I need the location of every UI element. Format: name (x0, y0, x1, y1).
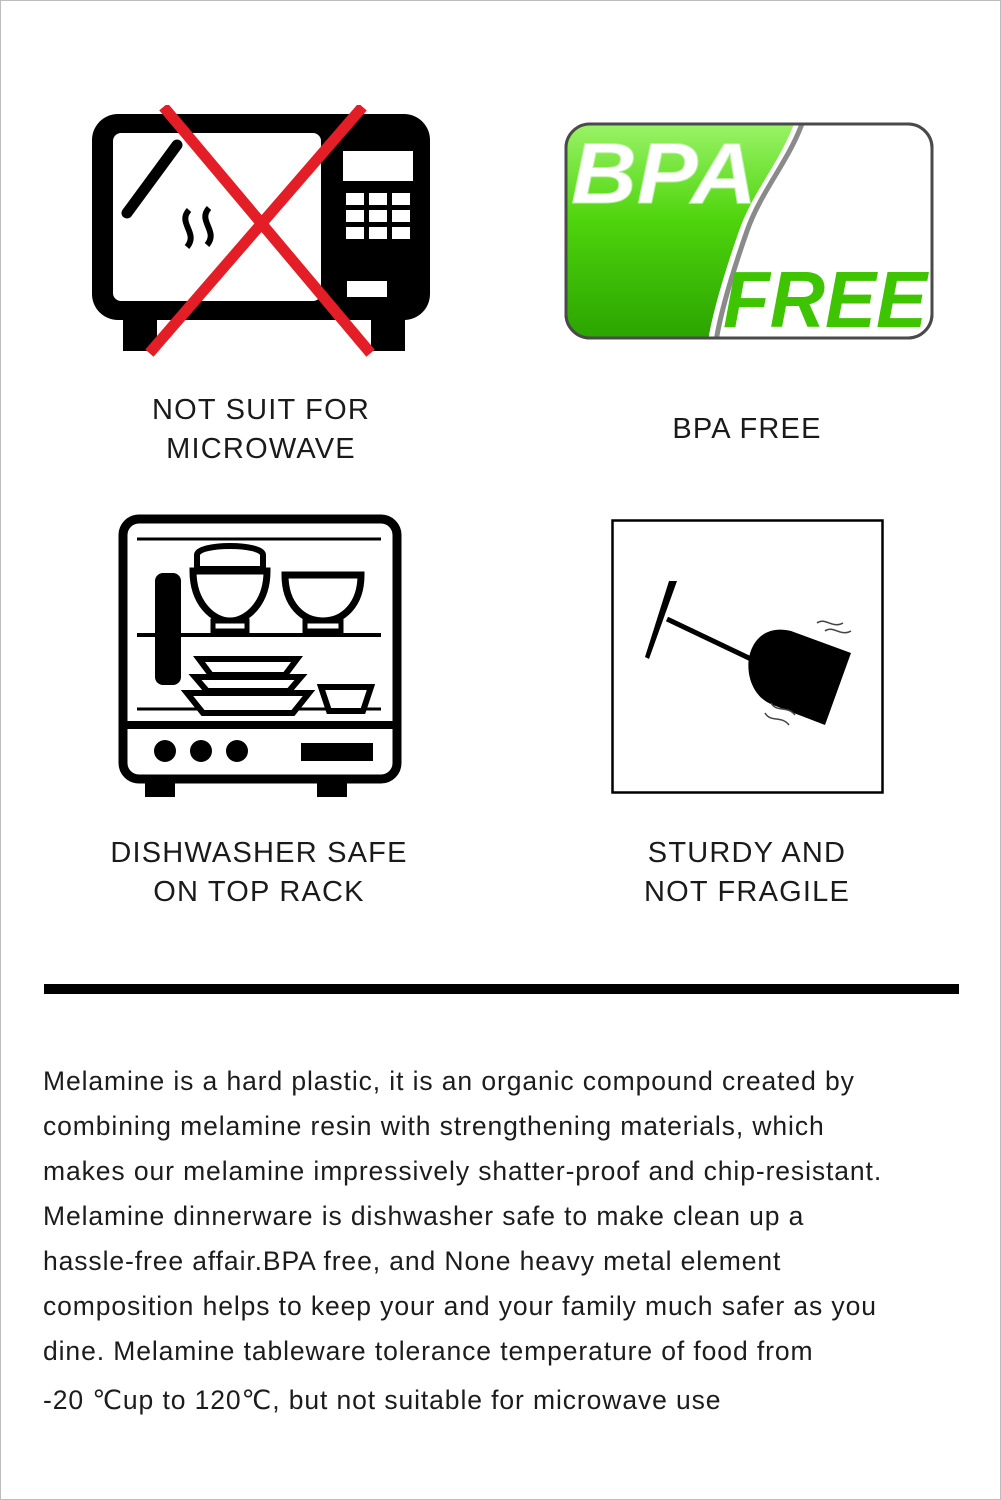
description-line: Melamine is a hard plastic, it is an organic compound created by (43, 1066, 855, 1096)
badge-text-free: FREE (723, 255, 930, 341)
bpa-free-badge (563, 121, 935, 341)
caption-line: NOT FRAGILE (643, 876, 851, 908)
caption-line: MICROWAVE (166, 433, 356, 465)
caption-no-microwave (101, 391, 421, 469)
description-line: hassle-free affair.BPA free, and None heavy metal element (43, 1246, 782, 1276)
description-line: dine. Melamine tableware tolerance temperature of food from (43, 1336, 814, 1366)
caption-line: DISHWASHER SAFE (110, 837, 408, 869)
section-divider (44, 984, 959, 994)
product-description (43, 1059, 973, 1423)
description-line: composition helps to keep your and your family much safer as you (43, 1291, 877, 1321)
dishwasher-icon (117, 513, 403, 799)
badge-text-bpa: BPA (571, 126, 757, 222)
description-line: combining melamine resin with strengthening materials, which (43, 1111, 825, 1141)
caption-line: NOT SUIT FOR (152, 394, 370, 426)
caption-dishwasher (89, 834, 429, 912)
caption-sturdy (587, 834, 907, 912)
description-line: Melamine dinnerware is dishwasher safe to make clean up a (43, 1201, 805, 1231)
description-line: -20 ℃up to 120℃, but not suitable for microwave use (43, 1385, 722, 1415)
no-microwave-icon (89, 105, 434, 357)
caption-bpa-free (587, 410, 907, 449)
caption-line: BPA FREE (672, 413, 822, 445)
falling-glass-icon (611, 519, 885, 795)
description-line: makes our melamine impressively shatter-proof and chip-resistant. (43, 1156, 883, 1186)
caption-line: STURDY AND (647, 837, 847, 869)
caption-line: ON TOP RACK (153, 876, 365, 908)
